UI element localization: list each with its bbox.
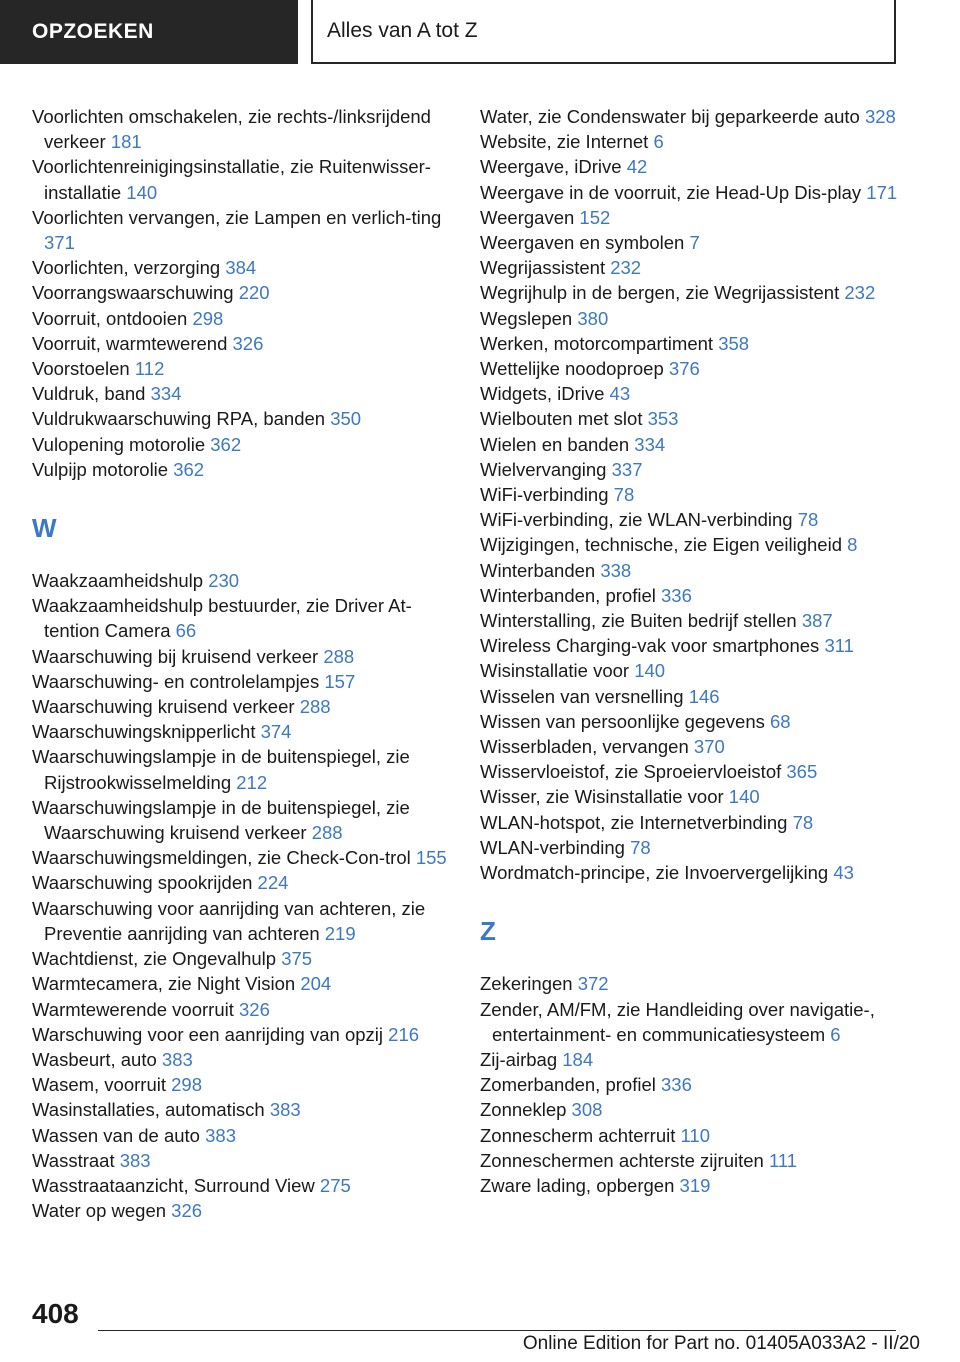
page-reference-link[interactable]: 43 xyxy=(609,383,631,405)
page-reference-link[interactable]: 288 xyxy=(299,696,331,718)
index-entry-text: Warmtecamera, zie Night Vision xyxy=(32,973,296,995)
index-entry-text: Waarschuwing spookrijden xyxy=(32,872,253,894)
index-entry xyxy=(32,1198,457,1223)
index-entry-text: Widgets, iDrive xyxy=(480,383,605,405)
index-entry-text: Winterstalling, zie Buiten bedrijf stellen xyxy=(480,610,797,632)
index-entry-text: Warschuwing voor een aanrijding van opzij xyxy=(32,1023,384,1045)
page-reference-link[interactable]: 383 xyxy=(269,1099,301,1121)
page-reference-link[interactable]: 350 xyxy=(330,408,362,430)
index-entry-text: WiFi-verbinding xyxy=(480,484,609,506)
index-entry xyxy=(480,104,925,129)
page-reference-link[interactable]: 298 xyxy=(171,1074,202,1096)
page-reference-link[interactable]: 298 xyxy=(192,307,224,329)
index-entry xyxy=(480,1173,925,1198)
index-entry xyxy=(32,1148,457,1173)
page-reference-link[interactable]: 78 xyxy=(792,811,814,833)
index-entry-text: Wisservloeistof, zie Sproeiervloeistof xyxy=(480,761,782,783)
index-entry xyxy=(32,1047,457,1072)
index-entry-text: Werken, motorcompartiment xyxy=(480,332,714,354)
index-column-right xyxy=(480,104,925,1198)
index-entry xyxy=(32,896,457,946)
index-entry xyxy=(480,971,925,996)
index-entry xyxy=(480,129,925,154)
index-entry-text: Warmtewerende voorruit xyxy=(32,998,234,1020)
page-reference-link[interactable]: 232 xyxy=(610,257,642,279)
index-entry xyxy=(480,583,925,608)
page-reference-link[interactable]: 383 xyxy=(119,1149,151,1171)
index-entry-text: Vulpijp motorolie xyxy=(32,458,169,480)
index-entry xyxy=(32,432,457,457)
page-reference-link[interactable]: 326 xyxy=(171,1200,203,1222)
page-reference-link[interactable]: 336 xyxy=(661,584,692,606)
index-entry xyxy=(32,306,457,331)
index-entry-text: Water, zie Condenswater bij geparkeerde auto xyxy=(480,106,860,127)
index-entry xyxy=(32,669,457,694)
page-reference-link[interactable]: 8 xyxy=(847,534,858,556)
index-entry xyxy=(480,482,925,507)
page-reference-link[interactable]: 42 xyxy=(626,156,648,178)
index-entry xyxy=(32,1097,457,1122)
index-entry xyxy=(32,719,457,744)
index-entry xyxy=(32,406,457,431)
page-reference-link[interactable]: 7 xyxy=(689,232,700,254)
page-reference-link[interactable]: 212 xyxy=(236,771,268,793)
index-entry xyxy=(32,280,457,305)
page-reference-link[interactable]: 184 xyxy=(562,1048,594,1070)
index-entry xyxy=(480,532,925,557)
page-reference-link[interactable]: 146 xyxy=(688,685,720,707)
index-entry-text: Winterbanden, profiel xyxy=(480,584,656,606)
index-entry-text: Waarschuwingsknipperlicht xyxy=(32,721,256,743)
index-entry-text: Wisinstallatie voor xyxy=(480,660,630,682)
index-entry xyxy=(480,306,925,331)
index-entry xyxy=(480,230,925,255)
index-entry-text: Wasbeurt, auto xyxy=(32,1048,157,1070)
page-reference-link[interactable]: 152 xyxy=(579,206,611,228)
index-entry-text: Wasstraat xyxy=(32,1149,115,1171)
index-entry xyxy=(32,946,457,971)
index-entry xyxy=(480,709,925,734)
index-entry xyxy=(480,1148,925,1173)
index-entry-text: WiFi-verbinding, zie WLAN-verbinding xyxy=(480,509,793,531)
index-entry xyxy=(480,997,925,1047)
index-entry-text: Wisserbladen, vervangen xyxy=(480,736,689,758)
page-reference-link[interactable]: 140 xyxy=(634,660,666,682)
page-reference-link[interactable]: 337 xyxy=(611,458,643,480)
index-entry-text: Vuldrukwaarschuwing RPA, banden xyxy=(32,408,326,430)
index-entry-text: Zonneklep xyxy=(480,1099,567,1121)
index-entry xyxy=(480,432,925,457)
index-entry-text: Waarschuwingsmeldingen, zie Check-Con-trol xyxy=(32,847,411,869)
index-entry xyxy=(32,1072,457,1097)
index-entry xyxy=(32,205,457,255)
index-group-w xyxy=(32,568,457,1223)
index-entry xyxy=(32,1022,457,1047)
page-reference-link[interactable]: 374 xyxy=(260,721,292,743)
index-entry xyxy=(32,744,457,794)
index-entry-text: Wielbouten met slot xyxy=(480,408,643,430)
index-entry-text: Wissen van persoonlijke gegevens xyxy=(480,710,765,732)
index-entry-text: Wegrijhulp in de bergen, zie Wegrijassistent xyxy=(480,282,840,304)
page-reference-link[interactable]: 43 xyxy=(833,862,854,884)
index-entry-text: Zomerbanden, profiel xyxy=(480,1074,656,1096)
index-group-w-continued xyxy=(480,104,925,885)
index-entry xyxy=(480,406,925,431)
index-entry xyxy=(32,644,457,669)
page-reference-link[interactable]: 383 xyxy=(205,1124,236,1146)
index-entry-text: Wassen van de auto xyxy=(32,1124,200,1146)
index-entry-text: Weergaven xyxy=(480,206,575,228)
index-entry-text: Voorruit, warmtewerend xyxy=(32,332,228,354)
page-reference-link[interactable]: 110 xyxy=(680,1124,711,1146)
index-entry-text: Wegslepen xyxy=(480,307,573,329)
index-entry-text: Winterbanden xyxy=(480,559,596,581)
index-entry xyxy=(480,381,925,406)
page-reference-link[interactable]: 224 xyxy=(257,872,289,894)
page-reference-link[interactable]: 6 xyxy=(653,131,664,153)
index-entry xyxy=(480,280,925,305)
page-reference-link[interactable]: 68 xyxy=(770,710,791,732)
page-reference-link[interactable]: 216 xyxy=(388,1023,420,1045)
index-entry-text: Voorlichten vervangen, zie Lampen en verlich-ting xyxy=(32,206,442,228)
page-reference-link[interactable]: 380 xyxy=(577,307,609,329)
page-reference-link[interactable]: 334 xyxy=(150,383,182,405)
index-group-z xyxy=(480,971,925,1198)
index-entry xyxy=(32,457,457,482)
footer-edition-text: Online Edition for Part no. 01405A033A2 - II/20 xyxy=(522,1333,920,1354)
index-entry-text: Waarschuwingslampje in de buitenspiegel, zie Waarschuwing kruisend verkeer xyxy=(32,796,410,844)
index-entry xyxy=(32,154,457,204)
index-entry xyxy=(32,1123,457,1148)
page-header-title: Alles van A tot Z xyxy=(311,0,896,64)
index-column-left xyxy=(32,104,457,1223)
index-entry xyxy=(480,205,925,230)
page-reference-link[interactable]: 78 xyxy=(797,509,819,531)
page-number: 408 xyxy=(32,1298,79,1329)
page-reference-link[interactable]: 372 xyxy=(577,973,609,995)
index-entry-text: Weergave in de voorruit, zie Head-Up Dis-play xyxy=(480,181,862,203)
index-entry-text: Wisselen van versnelling xyxy=(480,685,684,707)
index-entry xyxy=(480,835,925,860)
index-entry xyxy=(480,734,925,759)
index-entry xyxy=(32,845,457,870)
page-reference-link[interactable]: 66 xyxy=(175,620,197,642)
page-reference-link[interactable]: 365 xyxy=(786,761,818,783)
index-entry-text: Voorlichten, verzorging xyxy=(32,257,221,279)
page-reference-link[interactable]: 328 xyxy=(864,106,896,127)
index-entry-text: Wegrijassistent xyxy=(480,257,606,279)
index-entry xyxy=(32,104,457,154)
page-reference-link[interactable]: 288 xyxy=(311,822,343,844)
index-entry-text: Voorrangswaarschuwing xyxy=(32,282,234,304)
index-entry xyxy=(32,795,457,845)
index-entry xyxy=(480,810,925,835)
index-entry-text: Zij-airbag xyxy=(480,1048,558,1070)
page-reference-link[interactable]: 111 xyxy=(768,1149,798,1171)
index-entry xyxy=(480,759,925,784)
page-reference-link[interactable]: 353 xyxy=(647,408,679,430)
index-entry-text: Zware lading, opbergen xyxy=(480,1174,675,1196)
index-entry-text: Voorlichtenreinigingsinstallatie, zie Ruitenwisser-installatie xyxy=(32,156,431,203)
page-reference-link[interactable]: 78 xyxy=(613,484,635,506)
page-reference-link[interactable]: 288 xyxy=(323,645,355,667)
index-entry xyxy=(480,860,925,885)
page-reference-link[interactable]: 326 xyxy=(232,332,264,354)
index-entry-text: Waarschuwingslampje in de buitenspiegel, zie Rijstrookwisselmelding xyxy=(32,746,410,793)
index-entry xyxy=(480,558,925,583)
page-reference-link[interactable]: 319 xyxy=(679,1174,711,1196)
page-reference-link[interactable]: 336 xyxy=(661,1074,692,1096)
index-entry xyxy=(32,568,457,593)
index-entry xyxy=(32,331,457,356)
index-entry-text: Voorruit, ontdooien xyxy=(32,307,188,329)
page-reference-link[interactable]: 311 xyxy=(824,635,854,657)
index-entry-text: Voorlichten omschakelen, zie rechts-/linksrijdend verkeer xyxy=(32,106,431,153)
index-entry xyxy=(480,331,925,356)
index-entry-text: Wielvervanging xyxy=(480,458,607,480)
index-entry xyxy=(32,255,457,280)
index-entry-text: Wijzigingen, technische, zie Eigen veiligheid xyxy=(480,534,842,556)
page-reference-link[interactable]: 370 xyxy=(693,736,725,758)
page-reference-link[interactable]: 171 xyxy=(866,181,898,203)
index-entry-text: Wisser, zie Wisinstallatie voor xyxy=(480,786,724,808)
index-entry xyxy=(480,255,925,280)
page-reference-link[interactable]: 387 xyxy=(801,610,833,632)
index-entry xyxy=(32,997,457,1022)
index-entry xyxy=(480,608,925,633)
index-group-v xyxy=(32,104,457,482)
index-entry-text: Wasstraataanzicht, Surround View xyxy=(32,1174,315,1196)
page-reference-link[interactable]: 384 xyxy=(225,257,257,279)
page-reference-link[interactable]: 375 xyxy=(281,948,313,970)
page-reference-link[interactable]: 376 xyxy=(668,358,700,380)
index-entry xyxy=(480,1047,925,1072)
page-reference-link[interactable]: 232 xyxy=(844,282,876,304)
index-entry xyxy=(32,971,457,996)
index-entry-text: Wielen en banden xyxy=(480,433,630,455)
index-entry xyxy=(32,694,457,719)
page-reference-link[interactable]: 230 xyxy=(208,570,240,592)
page-reference-link[interactable]: 362 xyxy=(210,433,242,455)
page-reference-link[interactable]: 275 xyxy=(319,1174,351,1196)
page-reference-link[interactable]: 204 xyxy=(300,973,332,995)
index-entry-text: Vulopening motorolie xyxy=(32,433,206,455)
index-entry-text: Wireless Charging-vak voor smartphones xyxy=(480,635,820,657)
page-reference-link[interactable]: 220 xyxy=(238,282,270,304)
index-entry-text: Zekeringen xyxy=(480,973,573,995)
page-reference-link[interactable]: 358 xyxy=(718,332,750,354)
index-entry xyxy=(32,381,457,406)
index-entry-text: Wettelijke noodoproep xyxy=(480,358,664,380)
index-entry-text: WLAN-verbinding xyxy=(480,836,625,858)
index-entry-text: Wachtdienst, zie Ongevalhulp xyxy=(32,948,277,970)
index-entry-text: WLAN-hotspot, zie Internetverbinding xyxy=(480,811,788,833)
index-entry-text: Waarschuwing bij kruisend verkeer xyxy=(32,645,319,667)
index-entry-text: Website, zie Internet xyxy=(480,131,649,153)
index-entry-text: Waarschuwing- en controlelampjes xyxy=(32,670,320,692)
index-entry-text: Zonnescherm achterruit xyxy=(480,1124,676,1146)
index-entry-text: Wasinstallaties, automatisch xyxy=(32,1099,265,1121)
index-entry xyxy=(480,1072,925,1097)
index-entry xyxy=(32,593,457,643)
index-entry xyxy=(480,507,925,532)
index-entry-text: Vuldruk, band xyxy=(32,383,146,405)
index-letter-heading: W xyxy=(32,513,57,544)
page-reference-link[interactable]: 6 xyxy=(830,1023,841,1045)
index-entry-text: Waarschuwing voor aanrijding van achteren, zie Preventie aanrijding van achteren xyxy=(32,897,426,944)
index-entry-text: Waakzaamheidshulp xyxy=(32,570,204,592)
index-entry-text: Wasem, voorruit xyxy=(32,1074,166,1096)
index-entry xyxy=(32,1173,457,1198)
page-reference-link[interactable]: 181 xyxy=(110,131,142,153)
index-entry xyxy=(480,633,925,658)
page-reference-link[interactable]: 383 xyxy=(161,1048,193,1070)
page-reference-link[interactable]: 334 xyxy=(634,433,666,455)
page-reference-link[interactable]: 326 xyxy=(239,998,270,1020)
index-entry-text: Waakzaamheidshulp bestuurder, zie Driver At-tention Camera xyxy=(32,595,412,642)
page-reference-link[interactable]: 362 xyxy=(173,458,205,480)
page-reference-link[interactable]: 219 xyxy=(324,922,356,944)
page-reference-link[interactable]: 155 xyxy=(415,847,447,869)
index-entry-text: Waarschuwing kruisend verkeer xyxy=(32,696,295,718)
index-entry xyxy=(480,1123,925,1148)
index-entry xyxy=(480,457,925,482)
page-reference-link[interactable]: 308 xyxy=(571,1099,603,1121)
footer-divider xyxy=(98,1330,896,1331)
index-letter-heading: Z xyxy=(480,916,496,947)
page-reference-link[interactable]: 78 xyxy=(630,836,651,858)
index-entry xyxy=(480,356,925,381)
page-reference-link[interactable]: 140 xyxy=(728,786,760,808)
index-entry-text: Water op wegen xyxy=(32,1200,167,1222)
index-entry-text: Weergave, iDrive xyxy=(480,156,622,178)
index-entry-text: Wordmatch-principe, zie Invoervergelijking xyxy=(480,862,829,884)
index-entry xyxy=(480,784,925,809)
index-entry xyxy=(480,180,925,205)
section-tab: OPZOEKEN xyxy=(0,0,298,64)
index-entry-text: Zonneschermen achterste zijruiten xyxy=(480,1149,764,1171)
page-reference-link[interactable]: 112 xyxy=(134,358,165,380)
index-entry xyxy=(480,154,925,179)
index-entry xyxy=(32,870,457,895)
page-reference-link[interactable]: 338 xyxy=(600,559,632,581)
index-entry-text: Zender, AM/FM, zie Handleiding over navigatie-, entertainment- en communicatiesysteem xyxy=(480,998,875,1045)
index-entry xyxy=(480,1097,925,1122)
page-reference-link[interactable]: 371 xyxy=(44,232,75,254)
index-entry xyxy=(480,658,925,683)
page-reference-link[interactable]: 140 xyxy=(126,181,158,203)
index-entry-text: Weergaven en symbolen xyxy=(480,232,685,254)
index-entry-text: Voorstoelen xyxy=(32,358,130,380)
index-entry xyxy=(480,684,925,709)
page-reference-link[interactable]: 157 xyxy=(324,670,356,692)
index-entry xyxy=(32,356,457,381)
